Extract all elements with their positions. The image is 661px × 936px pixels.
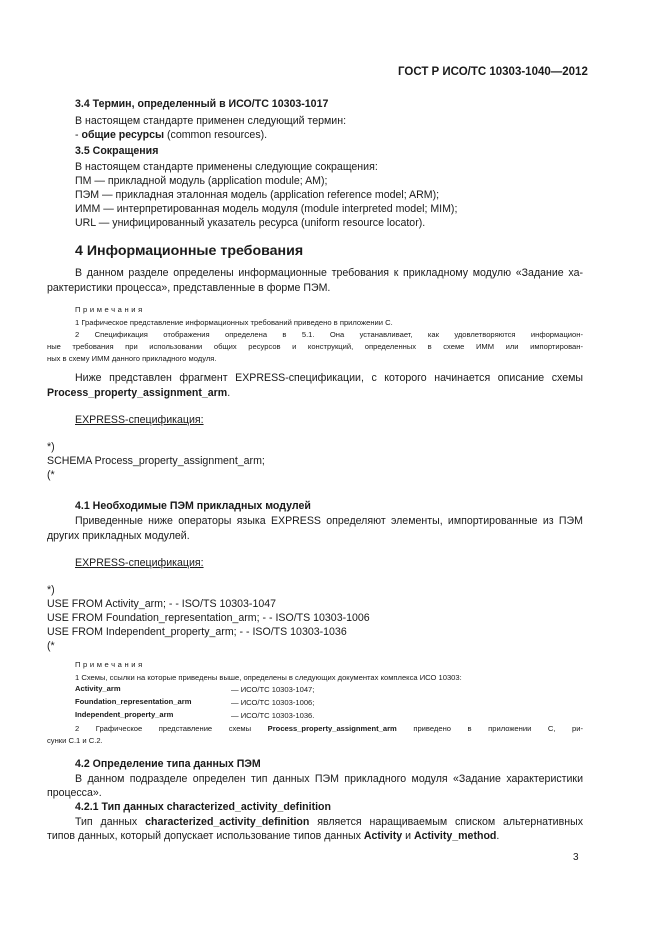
abbreviation-item: ПМ — прикладной модуль (application module; AM); [75, 175, 328, 187]
code-line: (* [47, 640, 55, 652]
notes-label: Примечания [75, 305, 145, 314]
ref-document: — ИСО/ТС 10303-1006; [231, 698, 315, 707]
section-3-5-title: 3.5 Сокращения [75, 145, 159, 157]
section-3-4-title: 3.4 Термин, определенный в ИСО/ТС 10303-1017 [75, 98, 329, 110]
note-1: 1 Схемы, ссылки на которые приведены выше, определены в следующих документах комплекса ИСО 10303: [75, 673, 462, 682]
ref-document: — ИСО/ТС 10303-1047; [231, 685, 315, 694]
ref-schema-name: Independent_property_arm [75, 710, 174, 719]
note-2-pre: 2 Графическое представление схемы [75, 724, 268, 733]
section-4-2-1-title: 4.2.1 Тип данных characterized_activity_definition [75, 801, 331, 813]
type-activity-method: Activity_method [413, 830, 497, 842]
note-2-line2: ные требования при использовании общих ресурсов и конструкций, определенных в схеме ИММ или импортирован- [47, 342, 583, 351]
notes-label: Примечания [75, 660, 145, 669]
note-2-line2: сунки С.1 и С.2. [47, 736, 103, 745]
abbreviation-item: URL — унифицированный указатель ресурса (uniform resource locator). [75, 217, 426, 229]
term-bold: общие ресурсы [81, 129, 165, 141]
section-4-2-para-line2: процесса». [47, 787, 102, 799]
sub-l2-pre: типов данных, который допускает использование типов данных [47, 830, 364, 842]
note-2-line1: 2 Спецификация отображения определена в 5.1. Она устанавливает, как удовлетворяются информацион- [75, 330, 583, 339]
section-4-para-line1: В данном разделе определены информационные требования к прикладному модулю «Задание ха- [75, 267, 583, 279]
ref-schema-name: Foundation_representation_arm [75, 697, 192, 706]
sub-post: является наращиваемым списком альтернативных [309, 816, 583, 828]
note-2-line1 [75, 723, 583, 735]
section-4-1-title: 4.1 Необходимые ПЭМ прикладных модулей [75, 500, 311, 512]
code-line: *) [47, 584, 55, 596]
sub-l2-mid: и [402, 830, 414, 842]
type-activity: Activity [363, 830, 403, 842]
term-dash: - [75, 129, 82, 141]
section-4-2-1-line2 [47, 829, 499, 844]
code-line: USE FROM Independent_property_arm; - - ISO/TS 10303-1036 [47, 626, 347, 638]
section-4-2-title: 4.2 Определение типа данных ПЭМ [75, 758, 261, 770]
section-3-5-intro: В настоящем стандарте применены следующие сокращения: [75, 161, 378, 173]
document-header: ГОСТ Р ИСО/ТС 10303-1040—2012 [398, 66, 588, 78]
code-line: USE FROM Activity_arm; - - ISO/TS 10303-1047 [47, 598, 277, 610]
sub-l2-end: . [496, 830, 500, 842]
abbreviation-item: ИММ — интерпретированная модель модуля (module interpreted model; MIM); [75, 203, 458, 215]
express-spec-label: EXPRESS-спецификация: [75, 557, 204, 569]
section-4-1-para-line1: Приведенные ниже операторы языка EXPRESS определяют элементы, импортированные из ПЭМ [75, 515, 583, 527]
express-intro-period: . [227, 387, 231, 399]
ref-document: — ИСО/ТС 10303-1036. [231, 711, 315, 720]
section-3-4-intro: В настоящем стандарте применен следующий термин: [75, 115, 347, 127]
abbreviation-item: ПЭМ — прикладная эталонная модель (application reference model; ARM); [75, 189, 440, 201]
code-line: (* [47, 469, 55, 481]
section-4-2-1-line1 [75, 815, 583, 830]
code-line: USE FROM Foundation_representation_arm; - - ISO/TS 10303-1006 [47, 612, 370, 624]
express-spec-label: EXPRESS-спецификация: [75, 414, 204, 426]
section-4-para-line2: рактеристики процесса», представленные в форме ПЭМ. [47, 282, 331, 294]
sub-pre: Тип данных [75, 816, 146, 828]
note-1: 1 Графическое представление информационных требований приведено в приложении С. [75, 318, 393, 327]
express-intro-line1: Ниже представлен фрагмент EXPRESS-спецификации, с которого начинается описание схемы [75, 372, 583, 384]
term-english: (common resources). [164, 129, 268, 141]
ref-schema-name: Activity_arm [75, 684, 121, 693]
schema-name: Process_property_assignment_arm [47, 387, 228, 399]
section-4-2-para-line1: В данном подразделе определен тип данных ПЭМ прикладного модуля «Задание характеристики [75, 773, 583, 785]
sub-type-name: characterized_activity_definition [145, 816, 310, 828]
page-number: 3 [573, 852, 579, 863]
section-4-title: 4 Информационные требования [75, 243, 304, 259]
express-intro-line2 [47, 386, 230, 401]
term-line [75, 128, 267, 143]
note-2-post: приведено в приложении С, ри- [396, 724, 583, 733]
code-line: *) [47, 441, 55, 453]
note-2-line3: ных в схему ИММ данного прикладного модуля. [47, 354, 217, 363]
section-4-1-para-line2: других прикладных модулей. [47, 530, 190, 542]
note-2-schema: Process_property_assignment_arm [267, 724, 397, 733]
code-line: SCHEMA Process_property_assignment_arm; [47, 455, 265, 467]
